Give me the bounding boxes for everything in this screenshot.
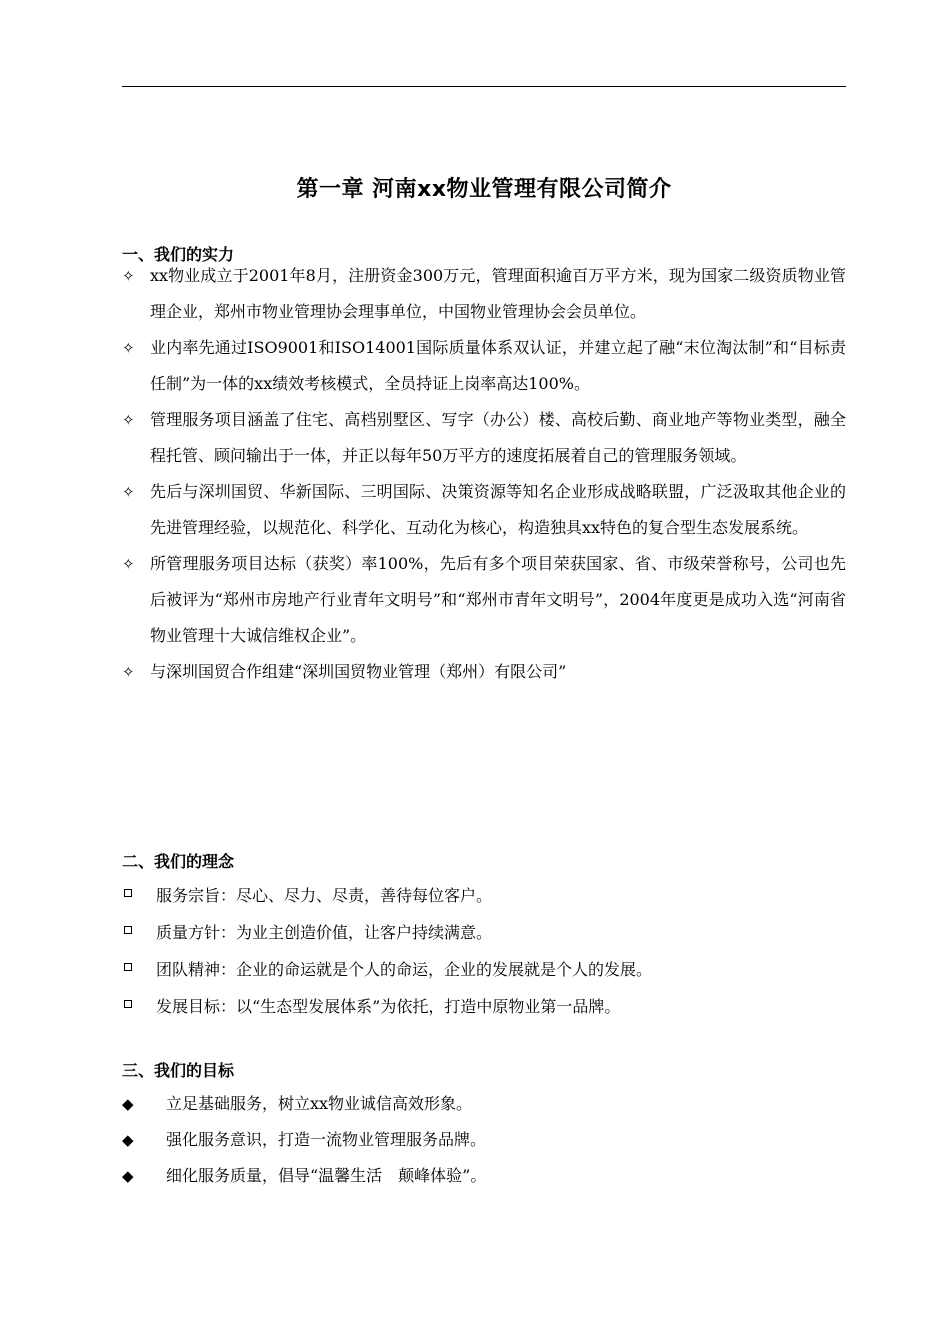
list-item: 团队精神：企业的命运就是个人的命运，企业的发展就是个人的发展。 (122, 951, 846, 988)
list-item: 发展目标：以“生态型发展体系”为依托，打造中原物业第一品牌。 (122, 988, 846, 1025)
section-heading-philosophy: 二、我们的理念 (122, 852, 235, 871)
star-bullet-icon: ✧ (122, 555, 135, 573)
square-bullet-icon (124, 1000, 132, 1008)
list-item: ◆ 立足基础服务，树立xx物业诚信高效形象。 (122, 1086, 846, 1122)
list-item: ◆ 强化服务意识，打造一流物业管理服务品牌。 (122, 1122, 846, 1158)
list-item: ✧ 先后与深圳国贸、华新国际、三明国际、决策资源等知名企业形成战略联盟，广泛汲取其他企业的先进管理经验，以规范化、科学化、互动化为核心，构造独具xx特色的复合型生态发展系统。 (122, 474, 846, 546)
list-item: ✧ 与深圳国贸合作组建“深圳国贸物业管理（郑州）有限公司” (122, 654, 846, 690)
star-bullet-icon: ✧ (122, 483, 135, 501)
list-item: 质量方针：为业主创造价值，让客户持续满意。 (122, 914, 846, 951)
star-bullet-icon: ✧ (122, 339, 135, 357)
star-bullet-icon: ✧ (122, 267, 135, 285)
section-heading-goals: 三、我们的目标 (122, 1061, 235, 1080)
list-item: ✧ xx物业成立于2001年8月，注册资金300万元，管理面积逾百万平方米，现为国家二级资质物业管理企业，郑州市物业管理协会理事单位，中国物业管理协会会员单位。 (122, 258, 846, 330)
list-item: 服务宗旨：尽心、尽力、尽责，善待每位客户。 (122, 877, 846, 914)
list-item: ✧ 业内率先通过ISO9001和ISO14001国际质量体系双认证，并建立起了融“末位淘汰制”和“目标责任制”为一体的xx绩效考核模式，全员持证上岗率高达100%。 (122, 330, 846, 402)
list-item: ✧ 所管理服务项目达标（获奖）率100%，先后有多个项目荣获国家、省、市级荣誉称号，公司也先后被评为“郑州市房地产行业青年文明号”和“郑州市青年文明号”，2004年度更是成功入选“河南省物业管理十大诚信维权企业”。 (122, 546, 846, 654)
section-heading-strengths: 一、我们的实力 (122, 245, 235, 264)
list-item: ✧ 管理服务项目涵盖了住宅、高档别墅区、写字（办公）楼、高校后勤、商业地产等物业类型，融全程托管、顾问输出于一体，并正以每年50万平方的速度拓展着自己的管理服务领域。 (122, 402, 846, 474)
star-bullet-icon: ✧ (122, 663, 135, 681)
goals-list (122, 1086, 846, 1194)
star-bullet-icon: ✧ (122, 411, 135, 429)
diamond-bullet-icon: ◆ (122, 1095, 134, 1113)
square-bullet-icon (124, 963, 132, 971)
list-item: ◆ 细化服务质量，倡导“温馨生活 颠峰体验”。 (122, 1158, 846, 1194)
philosophy-list (122, 877, 846, 1025)
square-bullet-icon (124, 926, 132, 934)
strengths-list (122, 258, 846, 690)
document-title: 第一章 河南xx物业管理有限公司简介 (296, 177, 672, 202)
diamond-bullet-icon: ◆ (122, 1131, 134, 1149)
square-bullet-icon (124, 889, 132, 897)
header-rule (122, 86, 846, 87)
diamond-bullet-icon: ◆ (122, 1167, 134, 1185)
